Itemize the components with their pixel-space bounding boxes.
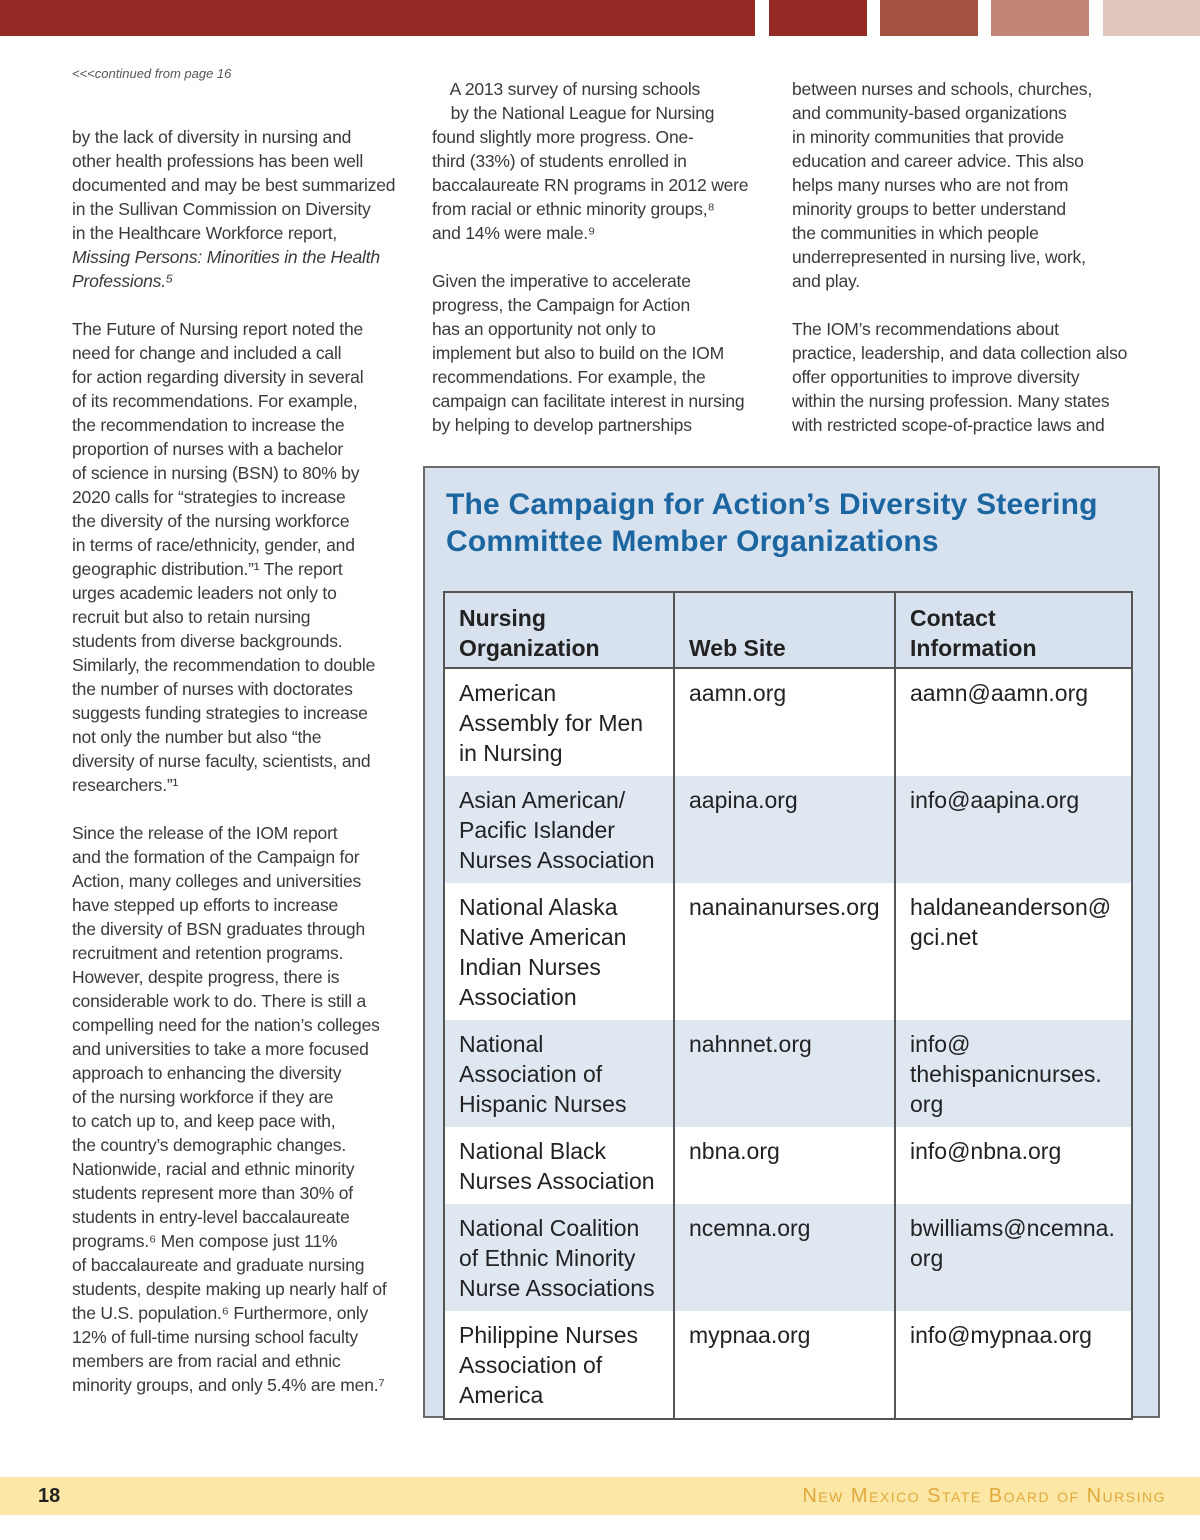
contact-cell bbox=[895, 1204, 1132, 1311]
org-name-cell bbox=[444, 668, 674, 776]
text-line: Given the imperative to accelerate bbox=[432, 271, 691, 291]
contact-line: thehispanicnurses. bbox=[910, 1061, 1102, 1087]
website-cell bbox=[674, 1204, 895, 1311]
website-text: ncemna.org bbox=[689, 1215, 811, 1241]
org-name-line: America bbox=[459, 1382, 544, 1408]
text-line: the communities in which people bbox=[792, 223, 1039, 243]
table-row bbox=[444, 883, 1132, 1020]
contact-cell bbox=[895, 668, 1132, 776]
paragraph bbox=[72, 125, 395, 293]
text-line: of the nursing workforce if they are bbox=[72, 1087, 334, 1107]
contact-line: info@nbna.org bbox=[910, 1138, 1062, 1164]
text-line: and 14% were male.⁹ bbox=[432, 223, 596, 243]
text-line: suggests funding strategies to increase bbox=[72, 703, 368, 723]
text-line: implement but also to build on the IOM bbox=[432, 343, 725, 363]
text-line: progress, the Campaign for Action bbox=[432, 295, 690, 315]
text-line: other health professions has been well bbox=[72, 151, 364, 171]
text-line: and community-based organizations bbox=[792, 103, 1067, 123]
text-line: from racial or ethnic minority groups,⁸ bbox=[432, 199, 715, 219]
text-line: in the Healthcare Workforce report, bbox=[72, 223, 338, 243]
website-text: aamn.org bbox=[689, 680, 787, 706]
text-line: to catch up to, and keep pace with, bbox=[72, 1111, 336, 1131]
text-line: considerable work to do. There is still a bbox=[72, 991, 366, 1011]
text-line: students, despite making up nearly half of bbox=[72, 1279, 387, 1299]
text-line: Since the release of the IOM report bbox=[72, 823, 338, 843]
paragraph bbox=[432, 77, 748, 245]
org-name-line: National Alaska bbox=[459, 894, 618, 920]
website-cell bbox=[674, 776, 895, 883]
column-header bbox=[674, 592, 895, 668]
org-name-cell bbox=[444, 1020, 674, 1127]
text-line: need for change and included a call bbox=[72, 343, 342, 363]
paragraph-gap bbox=[432, 245, 748, 269]
text-line: by helping to develop partnerships bbox=[432, 415, 692, 435]
footer-bar bbox=[0, 1477, 1200, 1515]
header-bar-main bbox=[0, 0, 755, 36]
table-header-row bbox=[444, 592, 1132, 668]
header-line: Information bbox=[910, 635, 1037, 661]
header-bar-4 bbox=[991, 0, 1089, 36]
text-line: programs.⁶ Men compose just 11% bbox=[72, 1231, 338, 1251]
paragraph bbox=[432, 269, 748, 437]
text-line: baccalaureate RN programs in 2012 were bbox=[432, 175, 749, 195]
table-row bbox=[444, 1127, 1132, 1204]
org-name-line: Native American bbox=[459, 924, 627, 950]
text-line: third (33%) of students enrolled in bbox=[432, 151, 687, 171]
org-name-line: National Coalition bbox=[459, 1215, 640, 1241]
text-line: However, despite progress, there is bbox=[72, 967, 340, 987]
org-name-line: Assembly for Men bbox=[459, 710, 644, 736]
website-text: aapina.org bbox=[689, 787, 798, 813]
org-name-cell bbox=[444, 883, 674, 1020]
header-bar-2 bbox=[769, 0, 867, 36]
box-title-line: Committee Member Organizations bbox=[446, 525, 939, 558]
text-line: recruit but also to retain nursing bbox=[72, 607, 311, 627]
organizations-table bbox=[443, 591, 1133, 1420]
contact-line: haldaneanderson@ bbox=[910, 894, 1112, 920]
paragraph bbox=[72, 821, 395, 1397]
article-column-3 bbox=[792, 77, 1127, 437]
header-line: Organization bbox=[459, 635, 600, 661]
org-name-line: Philippine Nurses bbox=[459, 1322, 638, 1348]
text-line: and the formation of the Campaign for bbox=[72, 847, 360, 867]
org-name-line: Association of bbox=[459, 1061, 603, 1087]
text-line: diversity of nurse faculty, scientists, and bbox=[72, 751, 371, 771]
org-name-line: Pacific Islander bbox=[459, 817, 615, 843]
text-line: students represent more than 30% of bbox=[72, 1183, 353, 1203]
text-line: Similarly, the recommendation to double bbox=[72, 655, 376, 675]
text-line: Professions.⁵ bbox=[72, 271, 174, 291]
text-line: the U.S. population.⁶ Furthermore, only bbox=[72, 1303, 369, 1323]
text-line: campaign can facilitate interest in nursing bbox=[432, 391, 745, 411]
text-line: documented and may be best summarized bbox=[72, 175, 396, 195]
text-line: of science in nursing (BSN) to 80% by bbox=[72, 463, 360, 483]
org-name-line: Nurse Associations bbox=[459, 1275, 655, 1301]
contact-line: bwilliams@ncemna. bbox=[910, 1215, 1115, 1241]
text-line: of its recommendations. For example, bbox=[72, 391, 358, 411]
header-line: Contact bbox=[910, 605, 996, 631]
text-line: not only the number but also “the bbox=[72, 727, 322, 747]
text-line: practice, leadership, and data collection also bbox=[792, 343, 1128, 363]
text-line: have stepped up efforts to increase bbox=[72, 895, 339, 915]
text-line: recommendations. For example, the bbox=[432, 367, 706, 387]
text-line: education and career advice. This also bbox=[792, 151, 1084, 171]
text-line: found slightly more progress. One- bbox=[432, 127, 694, 147]
text-line: has an opportunity not only to bbox=[432, 319, 656, 339]
text-line: and universities to take a more focused bbox=[72, 1039, 369, 1059]
text-line: and play. bbox=[792, 271, 860, 291]
website-cell bbox=[674, 883, 895, 1020]
box-title-line: The Campaign for Action’s Diversity Steering bbox=[446, 488, 1098, 521]
org-name-line: Nurses Association bbox=[459, 847, 655, 873]
org-name-line: in Nursing bbox=[459, 740, 563, 766]
text-line: helps many nurses who are not from bbox=[792, 175, 1069, 195]
contact-line: info@mypnaa.org bbox=[910, 1322, 1092, 1348]
contact-line: gci.net bbox=[910, 924, 978, 950]
article-column-2 bbox=[432, 77, 748, 437]
text-line: in terms of race/ethnicity, gender, and bbox=[72, 535, 355, 555]
page-number: 18 bbox=[38, 1485, 61, 1507]
text-line: researchers.”¹ bbox=[72, 775, 179, 795]
continued-note: <<<continued from page 16 bbox=[72, 66, 232, 81]
org-name-line: Association of bbox=[459, 1352, 603, 1378]
text-line: offer opportunities to improve diversity bbox=[792, 367, 1080, 387]
table-row bbox=[444, 776, 1132, 883]
text-line: for action regarding diversity in several bbox=[72, 367, 364, 387]
website-text: nanainanurses.org bbox=[689, 894, 880, 920]
text-line: members are from racial and ethnic bbox=[72, 1351, 341, 1371]
text-line: geographic distribution.”¹ The report bbox=[72, 559, 343, 579]
website-cell bbox=[674, 668, 895, 776]
org-name-cell bbox=[444, 1127, 674, 1204]
contact-cell bbox=[895, 776, 1132, 883]
paragraph-gap bbox=[72, 797, 395, 821]
paragraph-gap bbox=[72, 293, 395, 317]
sidebar-box bbox=[423, 466, 1160, 1418]
org-name-cell bbox=[444, 1311, 674, 1419]
text-line: in minority communities that provide bbox=[792, 127, 1064, 147]
org-name-line: National Black bbox=[459, 1138, 607, 1164]
paragraph bbox=[72, 317, 395, 797]
text-line: 12% of full-time nursing school faculty bbox=[72, 1327, 358, 1347]
text-line: of baccalaureate and graduate nursing bbox=[72, 1255, 365, 1275]
text-line: the diversity of BSN graduates through bbox=[72, 919, 365, 939]
text-line: students in entry-level baccalaureate bbox=[72, 1207, 350, 1227]
text-line: the diversity of the nursing workforce bbox=[72, 511, 350, 531]
header-bar-5 bbox=[1103, 0, 1200, 36]
org-name-line: American bbox=[459, 680, 557, 706]
text-line: by the lack of diversity in nursing and bbox=[72, 127, 352, 147]
table-row bbox=[444, 1311, 1132, 1419]
text-line: between nurses and schools, churches, bbox=[792, 79, 1093, 99]
text-line: compelling need for the nation’s colleges bbox=[72, 1015, 380, 1035]
contact-line: info@ bbox=[910, 1031, 971, 1057]
text-line: Nationwide, racial and ethnic minority bbox=[72, 1159, 355, 1179]
website-cell bbox=[674, 1020, 895, 1127]
text-line: urges academic leaders not only to bbox=[72, 583, 337, 603]
text-line: Missing Persons: Minorities in the Health bbox=[72, 247, 380, 267]
text-line: minority groups, and only 5.4% are men.⁷ bbox=[72, 1375, 385, 1395]
text-line: The IOM’s recommendations about bbox=[792, 319, 1059, 339]
text-line: recruitment and retention programs. bbox=[72, 943, 344, 963]
text-line: in the Sullivan Commission on Diversity bbox=[72, 199, 371, 219]
contact-cell bbox=[895, 1020, 1132, 1127]
text-line: the country’s demographic changes. bbox=[72, 1135, 347, 1155]
contact-cell bbox=[895, 1311, 1132, 1419]
org-name-line: Indian Nurses bbox=[459, 954, 601, 980]
contact-cell bbox=[895, 883, 1132, 1020]
org-name-line: of Ethnic Minority bbox=[459, 1245, 636, 1271]
table-row bbox=[444, 1020, 1132, 1127]
header-line: Web Site bbox=[689, 635, 786, 661]
text-line: 2020 calls for “strategies to increase bbox=[72, 487, 346, 507]
box-title bbox=[446, 486, 1098, 560]
org-name-line: Association bbox=[459, 984, 577, 1010]
website-cell bbox=[674, 1127, 895, 1204]
text-line: proportion of nurses with a bachelor bbox=[72, 439, 344, 459]
org-name-cell bbox=[444, 776, 674, 883]
website-cell bbox=[674, 1311, 895, 1419]
text-line: students from diverse backgrounds. bbox=[72, 631, 343, 651]
paragraph bbox=[792, 317, 1127, 437]
org-name-line: Hispanic Nurses bbox=[459, 1091, 627, 1117]
paragraph-gap bbox=[792, 293, 1127, 317]
contact-line: org bbox=[910, 1245, 944, 1271]
org-name-line: National bbox=[459, 1031, 544, 1057]
header-line: Nursing bbox=[459, 605, 546, 631]
website-text: nahnnet.org bbox=[689, 1031, 812, 1057]
column-header bbox=[444, 592, 674, 668]
contact-line: info@aapina.org bbox=[910, 787, 1080, 813]
text-line: minority groups to better understand bbox=[792, 199, 1066, 219]
text-line: The Future of Nursing report noted the bbox=[72, 319, 364, 339]
contact-cell bbox=[895, 1127, 1132, 1204]
org-name-cell bbox=[444, 1204, 674, 1311]
text-line: the recommendation to increase the bbox=[72, 415, 345, 435]
org-name-line: Asian American/ bbox=[459, 787, 626, 813]
paragraph bbox=[792, 77, 1127, 293]
website-text: nbna.org bbox=[689, 1138, 780, 1164]
text-line: with restricted scope-of-practice laws and bbox=[792, 415, 1105, 435]
table-row bbox=[444, 668, 1132, 776]
website-text: mypnaa.org bbox=[689, 1322, 811, 1348]
table-row bbox=[444, 1204, 1132, 1311]
contact-line: aamn@aamn.org bbox=[910, 680, 1089, 706]
org-name-line: Nurses Association bbox=[459, 1168, 655, 1194]
contact-line: org bbox=[910, 1091, 944, 1117]
text-line: within the nursing profession. Many states bbox=[792, 391, 1110, 411]
text-line: by the National League for Nursing bbox=[432, 103, 715, 123]
header-bar-3 bbox=[880, 0, 978, 36]
text-line: underrepresented in nursing live, work, bbox=[792, 247, 1086, 267]
text-line: Action, many colleges and universities bbox=[72, 871, 362, 891]
column-header bbox=[895, 592, 1132, 668]
article-column-1 bbox=[72, 125, 395, 1397]
publication-name: New Mexico State Board of Nursing bbox=[802, 1485, 1166, 1507]
text-line: the number of nurses with doctorates bbox=[72, 679, 353, 699]
text-line: approach to enhancing the diversity bbox=[72, 1063, 342, 1083]
text-line: A 2013 survey of nursing schools bbox=[432, 79, 701, 99]
